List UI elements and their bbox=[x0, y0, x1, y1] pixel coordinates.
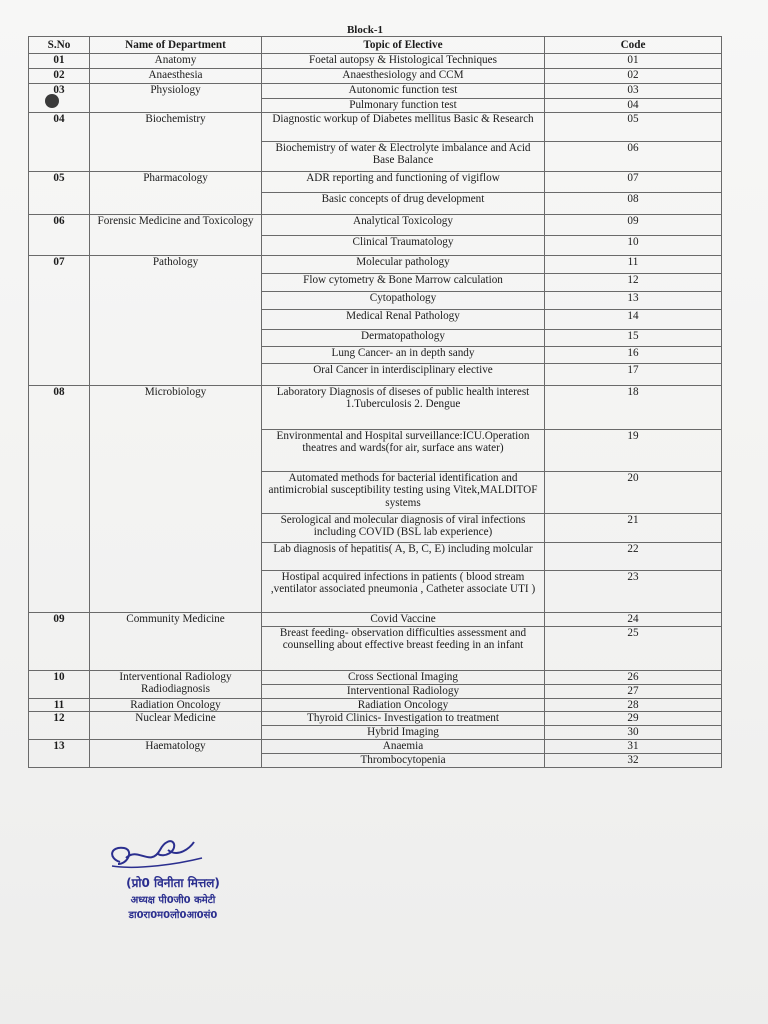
row-topic: Analytical Toxicology bbox=[262, 214, 545, 235]
table-row bbox=[29, 54, 722, 69]
row-sno: 11 bbox=[29, 698, 90, 712]
stamp-institution: डा0रा0म0लो0आ0सं0 bbox=[128, 910, 218, 921]
row-topic: Foetal autopsy & Histological Techniques bbox=[262, 54, 545, 69]
row-code: 18 bbox=[545, 385, 722, 429]
electives-table bbox=[28, 36, 722, 768]
row-code: 10 bbox=[545, 235, 722, 255]
row-topic: Oral Cancer in interdisciplinary elective bbox=[262, 363, 545, 385]
row-department: Microbiology bbox=[90, 385, 262, 612]
handwritten-signature bbox=[98, 828, 248, 876]
row-topic: Medical Renal Pathology bbox=[262, 309, 545, 329]
row-topic: Automated methods for bacterial identification and antimicrobial susceptibility testing using Vitek,MALDITOF systems bbox=[262, 471, 545, 513]
row-topic: Laboratory Diagnosis of diseses of public health interest 1.Tuberculosis 2. Dengue bbox=[262, 385, 545, 429]
row-department: Community Medicine bbox=[90, 612, 262, 670]
row-sno: 08 bbox=[29, 385, 90, 612]
row-code: 09 bbox=[545, 214, 722, 235]
row-topic: ADR reporting and functioning of vigiflow bbox=[262, 171, 545, 192]
table-row bbox=[29, 670, 722, 684]
header-sno: S.No bbox=[29, 37, 90, 54]
row-code: 11 bbox=[545, 255, 722, 273]
row-code: 19 bbox=[545, 429, 722, 471]
row-department: Pharmacology bbox=[90, 171, 262, 214]
row-code: 16 bbox=[545, 346, 722, 363]
row-code: 07 bbox=[545, 171, 722, 192]
row-sno: 13 bbox=[29, 740, 90, 768]
row-code: 25 bbox=[545, 626, 722, 670]
row-topic: Diagnostic workup of Diabetes mellitus Basic & Research bbox=[262, 112, 545, 141]
row-topic: Molecular pathology bbox=[262, 255, 545, 273]
row-topic: Hostipal acquired infections in patients ( blood stream ,ventilator associated pneumonia , Catheter associate UTI ) bbox=[262, 570, 545, 612]
row-code: 22 bbox=[545, 542, 722, 570]
row-topic: Breast feeding- observation difficulties assessment and counselling about effective breast feeding in an infant bbox=[262, 626, 545, 670]
table-row bbox=[29, 69, 722, 84]
row-code: 08 bbox=[545, 192, 722, 214]
row-topic: Interventional Radiology bbox=[262, 684, 545, 698]
header-code: Code bbox=[545, 37, 722, 54]
row-topic: Hybrid Imaging bbox=[262, 726, 545, 740]
row-sno: 09 bbox=[29, 612, 90, 670]
table-row bbox=[29, 214, 722, 235]
stamp-name: (प्रो0 विनीता मित्तल) bbox=[126, 876, 220, 890]
row-topic: Radiation Oncology bbox=[262, 698, 545, 712]
row-sno: 10 bbox=[29, 670, 90, 698]
row-code: 29 bbox=[545, 712, 722, 726]
row-code: 13 bbox=[545, 291, 722, 309]
row-code: 27 bbox=[545, 684, 722, 698]
row-department: Pathology bbox=[90, 255, 262, 385]
row-code: 04 bbox=[545, 99, 722, 113]
table-row bbox=[29, 112, 722, 141]
table-row bbox=[29, 255, 722, 273]
row-topic: Flow cytometry & Bone Marrow calculation bbox=[262, 273, 545, 291]
row-department: Forensic Medicine and Toxicology bbox=[90, 214, 262, 255]
row-code: 26 bbox=[545, 670, 722, 684]
row-code: 14 bbox=[545, 309, 722, 329]
row-sno: 04 bbox=[29, 112, 90, 171]
row-topic: Cytopathology bbox=[262, 291, 545, 309]
row-department: Nuclear Medicine bbox=[90, 712, 262, 740]
row-topic: Anaesthesiology and CCM bbox=[262, 69, 545, 84]
row-department: Anaesthesia bbox=[90, 69, 262, 84]
row-code: 31 bbox=[545, 740, 722, 754]
row-topic: Covid Vaccine bbox=[262, 612, 545, 626]
row-topic: Thrombocytopenia bbox=[262, 754, 545, 768]
row-code: 28 bbox=[545, 698, 722, 712]
row-topic: Lung Cancer- an in depth sandy bbox=[262, 346, 545, 363]
row-topic: Pulmonary function test bbox=[262, 99, 545, 113]
table-row bbox=[29, 612, 722, 626]
row-topic: Biochemistry of water & Electrolyte imbalance and Acid Base Balance bbox=[262, 141, 545, 171]
row-sno: 05 bbox=[29, 171, 90, 214]
row-code: 05 bbox=[545, 112, 722, 141]
row-sno: 03 bbox=[29, 84, 90, 113]
row-code: 21 bbox=[545, 513, 722, 542]
row-topic: Lab diagnosis of hepatitis( A, B, C, E) including molcular bbox=[262, 542, 545, 570]
row-department: Anatomy bbox=[90, 54, 262, 69]
signature-stamp bbox=[98, 832, 248, 921]
row-topic: Serological and molecular diagnosis of viral infections including COVID (BSL lab experience) bbox=[262, 513, 545, 542]
row-topic: Dermatopathology bbox=[262, 329, 545, 346]
row-sno: 07 bbox=[29, 255, 90, 385]
row-topic: Cross Sectional Imaging bbox=[262, 670, 545, 684]
row-code: 03 bbox=[545, 84, 722, 99]
table-row bbox=[29, 84, 722, 99]
block-title: Block-1 bbox=[346, 24, 384, 36]
row-sno: 01 bbox=[29, 54, 90, 69]
row-code: 12 bbox=[545, 273, 722, 291]
row-sno: 02 bbox=[29, 69, 90, 84]
row-department: Interventional Radiology Radiodiagnosis bbox=[90, 670, 262, 698]
row-code: 06 bbox=[545, 141, 722, 171]
row-topic: Anaemia bbox=[262, 740, 545, 754]
row-sno: 12 bbox=[29, 712, 90, 740]
row-topic: Basic concepts of drug development bbox=[262, 192, 545, 214]
table-header-row bbox=[29, 37, 722, 54]
row-topic: Autonomic function test bbox=[262, 84, 545, 99]
stamp-designation: अध्यक्ष पी0जी0 कमेटी bbox=[130, 895, 216, 906]
row-department: Radiation Oncology bbox=[90, 698, 262, 712]
row-department: Physiology bbox=[90, 84, 262, 113]
header-topic: Topic of Elective bbox=[262, 37, 545, 54]
table-row bbox=[29, 385, 722, 429]
row-code: 02 bbox=[545, 69, 722, 84]
row-code: 30 bbox=[545, 726, 722, 740]
row-department: Biochemistry bbox=[90, 112, 262, 171]
row-code: 24 bbox=[545, 612, 722, 626]
table-row bbox=[29, 740, 722, 754]
row-code: 15 bbox=[545, 329, 722, 346]
row-topic: Thyroid Clinics- Investigation to treatment bbox=[262, 712, 545, 726]
row-code: 01 bbox=[545, 54, 722, 69]
table-row bbox=[29, 712, 722, 726]
table-row bbox=[29, 171, 722, 192]
table-row bbox=[29, 698, 722, 712]
header-department: Name of Department bbox=[90, 37, 262, 54]
row-code: 17 bbox=[545, 363, 722, 385]
row-sno: 06 bbox=[29, 214, 90, 255]
row-department: Haematology bbox=[90, 740, 262, 768]
row-topic: Environmental and Hospital surveillance:ICU.Operation theatres and wards(for air, surface ans water) bbox=[262, 429, 545, 471]
row-code: 20 bbox=[545, 471, 722, 513]
row-topic: Clinical Traumatology bbox=[262, 235, 545, 255]
row-code: 32 bbox=[545, 754, 722, 768]
row-code: 23 bbox=[545, 570, 722, 612]
